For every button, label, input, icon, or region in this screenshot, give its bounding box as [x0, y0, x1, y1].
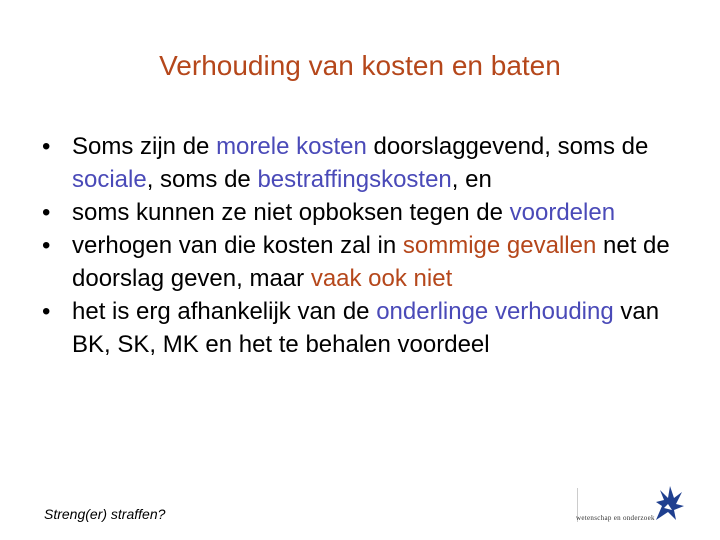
- slide-title: Verhouding van kosten en baten: [159, 50, 561, 81]
- highlight-text: voordelen: [509, 199, 616, 226]
- bullet-text: het is erg afhankelijk van de: [72, 298, 377, 325]
- bird-logo-icon: [650, 482, 686, 527]
- bullet-marker: •: [42, 298, 51, 325]
- bullet-text: doorslaggevend, soms de: [366, 133, 649, 160]
- bullet-text: soms kunnen ze niet opboksen tegen de: [72, 199, 510, 226]
- bullet-text: , en: [451, 166, 492, 193]
- bullet-item-1: [40, 130, 690, 196]
- bullet-text: verhogen van die kosten zal in: [72, 232, 403, 259]
- bullet-text: net de doorslag geven, maar: [72, 232, 670, 292]
- bullet-marker: •: [42, 232, 51, 259]
- highlight-text: sociale: [72, 166, 147, 193]
- bullet-marker: •: [42, 199, 51, 226]
- footer-text: Streng(er) straffen?: [44, 506, 166, 522]
- bullet-text: Soms zijn de: [72, 133, 217, 160]
- bullet-text: van BK, SK, MK en het te behalen voordeel: [72, 298, 660, 358]
- highlight-text: onderlinge verhouding: [376, 298, 614, 325]
- highlight-text: sommige gevallen: [402, 232, 597, 259]
- bullet-list: [40, 130, 690, 361]
- logo-text: wetenschap en onderzoek: [576, 514, 655, 522]
- highlight-text: morele kosten: [216, 133, 367, 160]
- bullet-text: , soms de: [146, 166, 258, 193]
- highlight-text: vaak ook niet: [310, 265, 453, 292]
- bullet-marker: •: [42, 133, 51, 160]
- bullet-item-3: [40, 229, 690, 295]
- bullet-item-2: [40, 196, 690, 229]
- highlight-text: bestraffingskosten: [257, 166, 452, 193]
- bullet-item-4: [40, 295, 690, 361]
